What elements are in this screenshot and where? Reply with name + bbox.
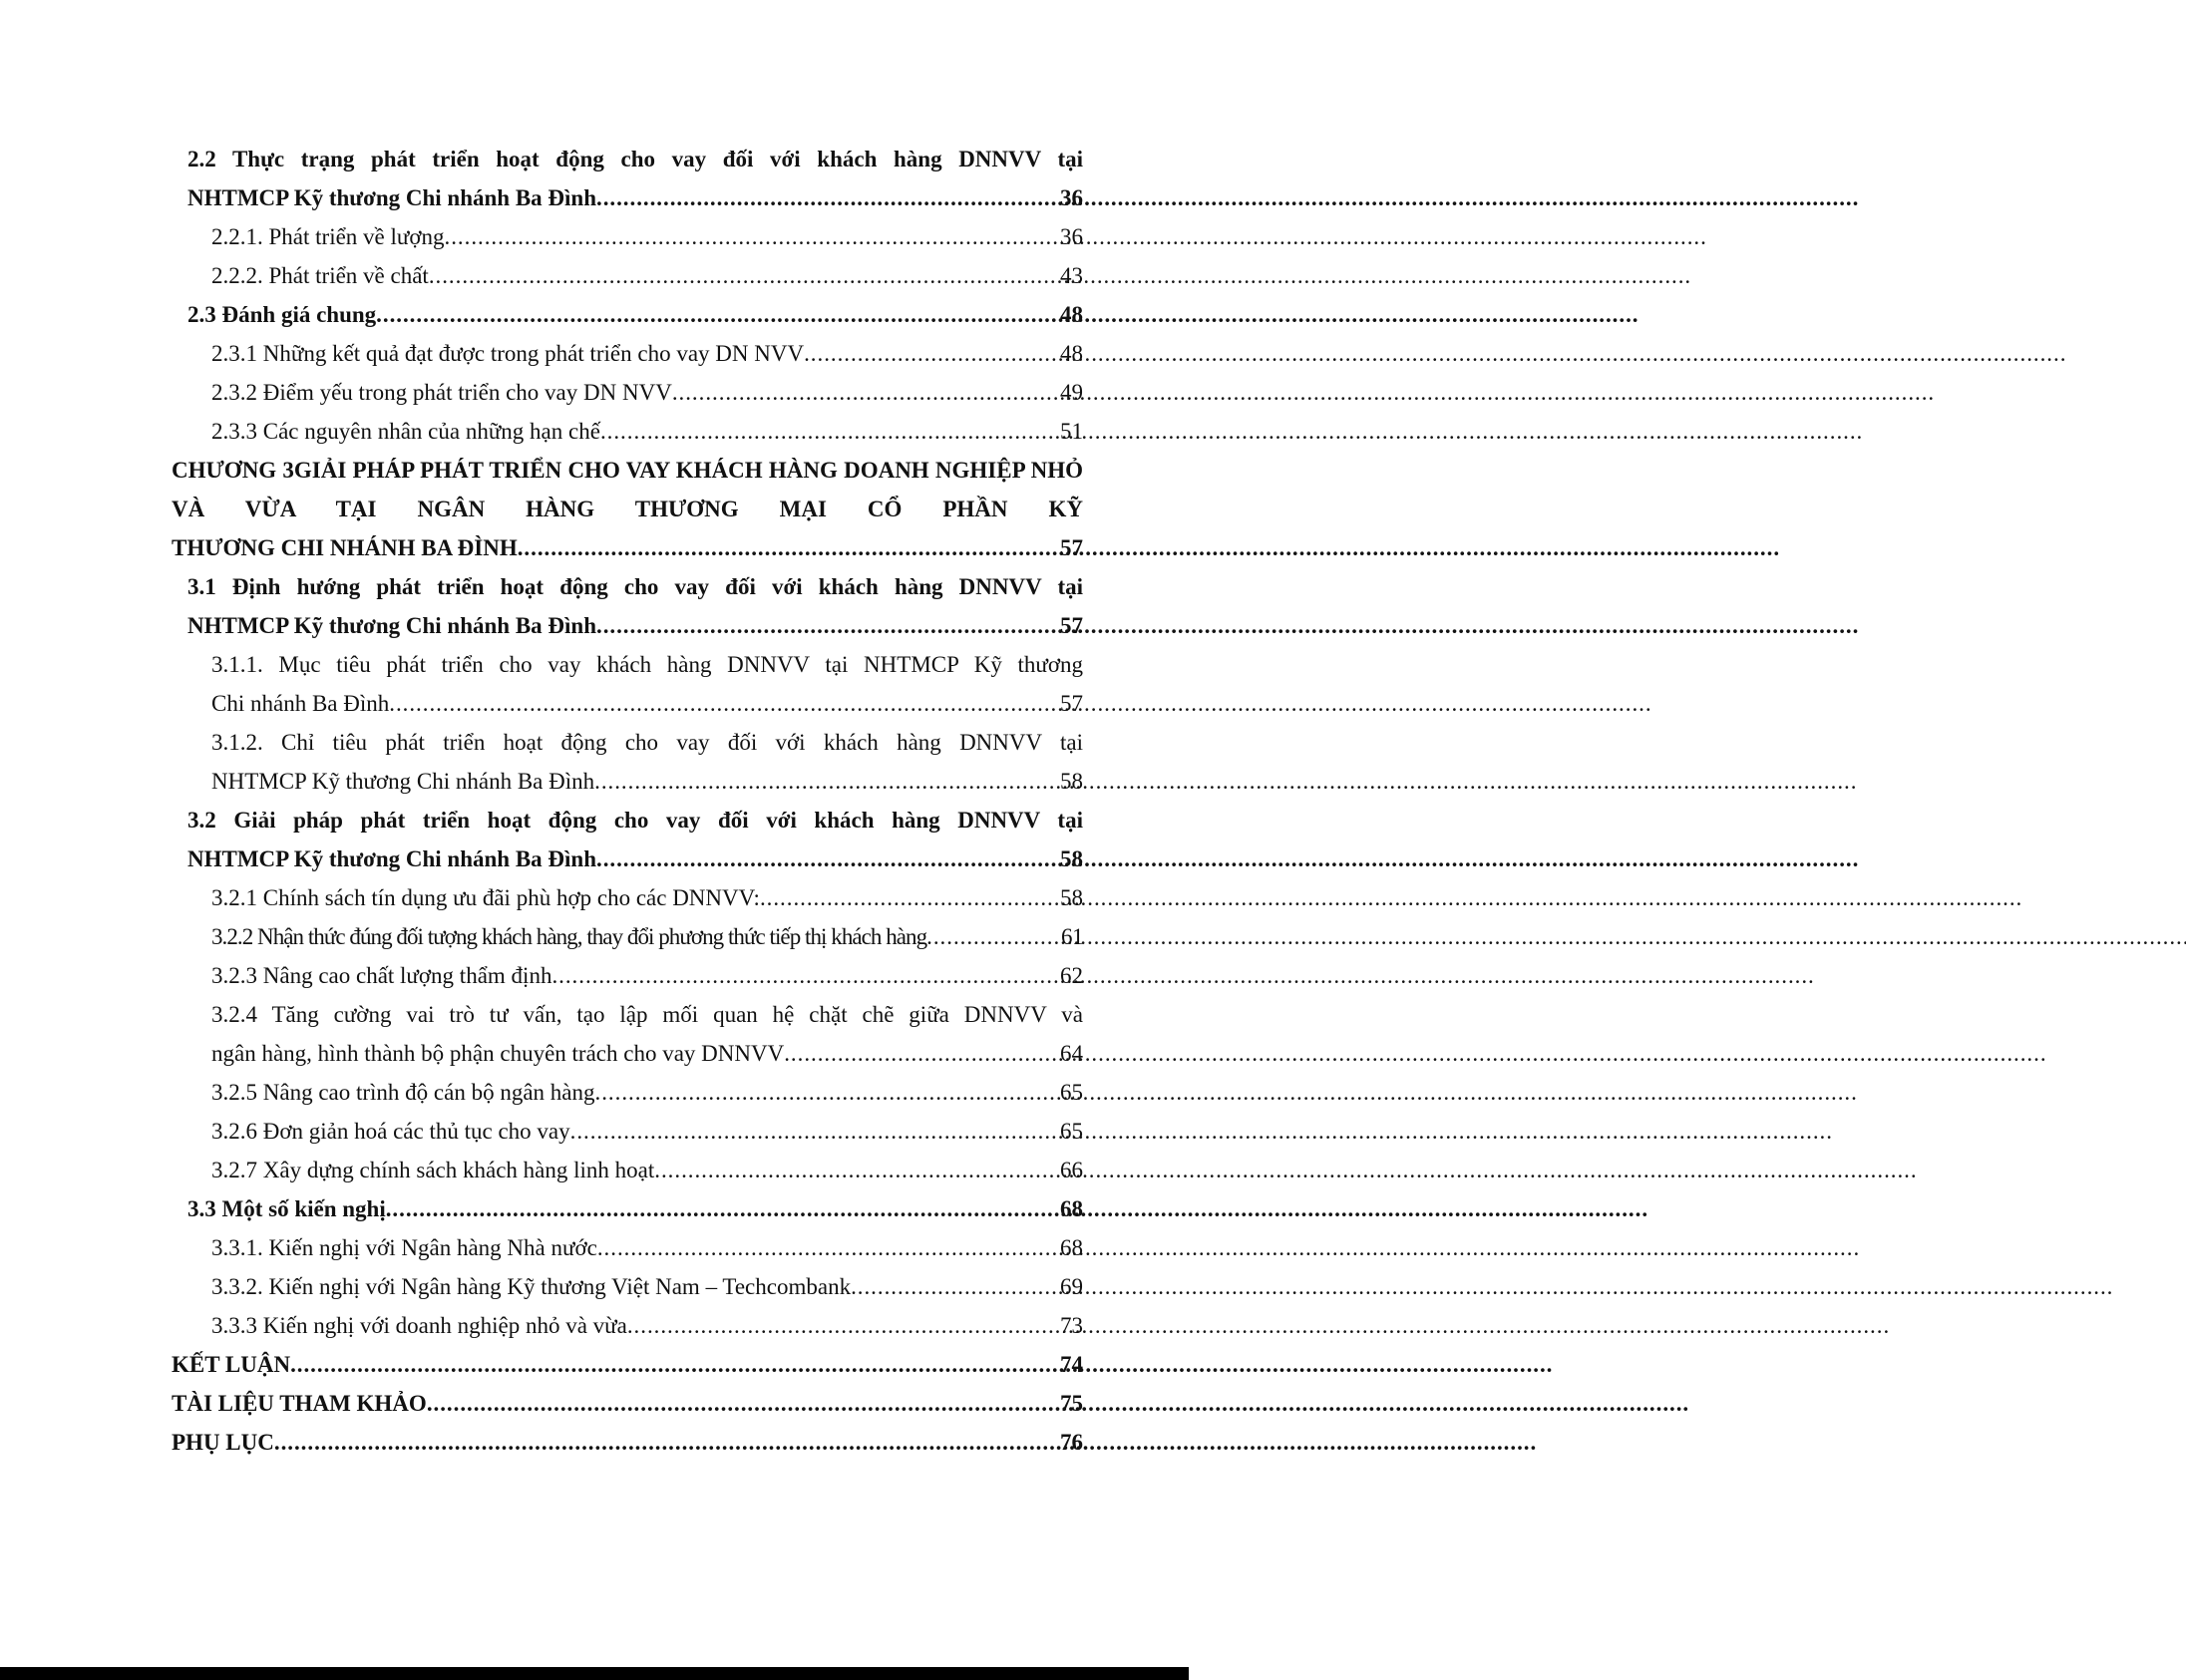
toc-entry-line xyxy=(172,1384,1083,1423)
toc-page-number: 75 xyxy=(1060,1391,1083,1416)
toc-entry-title: 2.3.3 Các nguyên nhân của những hạn chế xyxy=(211,419,600,444)
toc-entry xyxy=(211,334,1083,373)
page-bottom-border xyxy=(0,1667,1189,1680)
toc-entry xyxy=(172,1345,1083,1384)
toc-entry-line xyxy=(211,1151,1083,1189)
toc-entry-title-line: 2.2 Thực trạng phát triển hoạt động cho vay đối với khách hàng DNNVV tại xyxy=(187,147,1083,171)
toc-entry xyxy=(211,412,1083,451)
toc-entry-line xyxy=(211,878,1083,917)
toc-entry-line xyxy=(211,373,1083,412)
toc-entry xyxy=(211,1073,1083,1112)
toc-entry-title: 2.3.2 Điểm yếu trong phát triển cho vay DN NVV xyxy=(211,380,672,405)
toc-entry-line xyxy=(211,762,1083,801)
toc-entry-title-line: CHƯƠNG 3GIẢI PHÁP PHÁT TRIỂN CHO VAY KHÁCH HÀNG DOANH NGHIỆP NHỎ VÀ VỪA TẠI NGÂN HÀNG THƯƠNG MẠI CỔ PHẦN KỸ xyxy=(172,458,1083,521)
toc-entry-title-line: 3.2.4 Tăng cường vai trò tư vấn, tạo lập mối quan hệ chặt chẽ giữa DNNVV và xyxy=(211,1002,1083,1027)
toc-entry-title: TÀI LIỆU THAM KHẢO xyxy=(172,1391,427,1416)
toc-entry xyxy=(211,645,1083,723)
toc-entry-title: 2.3 Đánh giá chung xyxy=(187,302,377,327)
toc-entry-title: 2.2.2. Phát triển về chất xyxy=(211,263,429,288)
toc-page-number: 36 xyxy=(1060,185,1083,210)
toc-entry-title: 3.3.1. Kiến nghị với Ngân hàng Nhà nước xyxy=(211,1235,597,1260)
toc-page-number: 58 xyxy=(1060,846,1083,871)
toc-entry-title: 3.2.6 Đơn giản hoá các thủ tục cho vay xyxy=(211,1119,570,1144)
dot-leader xyxy=(627,1306,1059,1345)
toc-page-number: 57 xyxy=(1060,535,1083,560)
toc-entry-title: THƯƠNG CHI NHÁNH BA ĐÌNH xyxy=(172,535,518,560)
toc-page-number: 69 xyxy=(1060,1274,1083,1299)
toc-entry-title-line: 3.1.2. Chỉ tiêu phát triển hoạt động cho vay đối với khách hàng DNNVV tại xyxy=(211,730,1083,755)
toc-entry-line xyxy=(211,684,1083,723)
toc-entry xyxy=(187,567,1083,645)
toc-page-number: 62 xyxy=(1060,963,1083,988)
toc-entry-line xyxy=(211,917,1083,956)
toc-entry-line xyxy=(187,178,1083,217)
toc-entry-title: 3.3 Một số kiến nghị xyxy=(187,1196,386,1221)
toc-page-number: 58 xyxy=(1060,769,1083,794)
table-of-contents xyxy=(172,140,1083,1462)
toc-page-number: 64 xyxy=(1060,1041,1083,1066)
dot-leader xyxy=(518,528,1059,567)
toc-entry-line xyxy=(211,1112,1083,1151)
toc-entry-line xyxy=(211,1228,1083,1267)
dot-leader xyxy=(926,917,1060,956)
toc-page-number: 61 xyxy=(1061,924,1083,949)
toc-entry xyxy=(211,878,1083,917)
toc-entry-line xyxy=(211,1034,1083,1073)
toc-page-number: 76 xyxy=(1060,1430,1083,1455)
toc-entry xyxy=(187,295,1083,334)
toc-page-number: 65 xyxy=(1060,1119,1083,1144)
toc-entry-title: NHTMCP Kỹ thương Chi nhánh Ba Đình xyxy=(211,769,595,794)
dot-leader xyxy=(427,1384,1059,1423)
toc-page-number: 43 xyxy=(1060,263,1083,288)
toc-entry-line xyxy=(172,1345,1083,1384)
toc-entry-title: 3.3.3 Kiến nghị với doanh nghiệp nhỏ và vừa xyxy=(211,1313,627,1338)
toc-entry-title-line: 3.2 Giải pháp phát triển hoạt động cho vay đối với khách hàng DNNVV tại xyxy=(187,808,1083,833)
toc-page-number: 68 xyxy=(1060,1196,1083,1221)
dot-leader xyxy=(595,1073,1059,1112)
toc-page-number: 68 xyxy=(1060,1235,1083,1260)
toc-entry-line xyxy=(211,956,1083,995)
toc-entry-line xyxy=(187,1189,1083,1228)
toc-page-number: 57 xyxy=(1060,613,1083,638)
toc-entry-title: Chi nhánh Ba Đình xyxy=(211,691,390,716)
toc-entry xyxy=(211,1228,1083,1267)
toc-entry-title: NHTMCP Kỹ thương Chi nhánh Ba Đình xyxy=(187,846,596,871)
toc-entry xyxy=(211,1151,1083,1189)
toc-entry xyxy=(211,373,1083,412)
toc-page-number: 36 xyxy=(1060,224,1083,249)
toc-entry-title-line: 3.1.1. Mục tiêu phát triển cho vay khách hàng DNNVV tại NHTMCP Kỹ thương xyxy=(211,652,1083,677)
dot-leader xyxy=(389,684,1059,723)
toc-entry-line xyxy=(172,1423,1083,1462)
toc-entry xyxy=(211,917,1083,956)
dot-leader xyxy=(570,1112,1059,1151)
toc-page-number: 58 xyxy=(1060,885,1083,910)
dot-leader xyxy=(804,334,1059,373)
toc-entry-title: PHỤ LỤC xyxy=(172,1430,274,1455)
toc-page-number: 66 xyxy=(1060,1158,1083,1182)
toc-page-number: 65 xyxy=(1060,1080,1083,1105)
toc-entry xyxy=(211,723,1083,801)
dot-leader xyxy=(290,1345,1059,1384)
toc-page-number: 51 xyxy=(1060,419,1083,444)
dot-leader xyxy=(596,606,1059,645)
toc-entry-line xyxy=(187,840,1083,878)
dot-leader xyxy=(784,1034,1059,1073)
toc-entry xyxy=(187,1189,1083,1228)
dot-leader xyxy=(760,878,1059,917)
dot-leader xyxy=(596,840,1059,878)
toc-entry xyxy=(187,801,1083,878)
toc-entry-title: 3.2.7 Xây dựng chính sách khách hàng linh hoạt xyxy=(211,1158,655,1182)
toc-entry-line xyxy=(172,528,1083,567)
dot-leader xyxy=(386,1189,1059,1228)
toc-entry-title: ngân hàng, hình thành bộ phận chuyên trách cho vay DNNVV xyxy=(211,1041,785,1066)
toc-entry-line xyxy=(187,606,1083,645)
toc-entry-line xyxy=(211,1306,1083,1345)
toc-entry xyxy=(211,1112,1083,1151)
toc-entry-line xyxy=(211,1073,1083,1112)
toc-entry xyxy=(211,1306,1083,1345)
toc-page-number: 48 xyxy=(1060,341,1083,366)
toc-entry-line xyxy=(211,334,1083,373)
toc-entry-title: 3.2.1 Chính sách tín dụng ưu đãi phù hợp cho các DNNVV: xyxy=(211,885,760,910)
toc-entry-line xyxy=(187,295,1083,334)
toc-entry-title: KẾT LUẬN xyxy=(172,1352,291,1377)
dot-leader xyxy=(851,1267,1059,1306)
toc-entry-title: 3.2.3 Nâng cao chất lượng thẩm định xyxy=(211,963,552,988)
dot-leader xyxy=(594,762,1059,801)
toc-entry-title: NHTMCP Kỹ thương Chi nhánh Ba Đình xyxy=(187,613,596,638)
toc-entry-line xyxy=(211,256,1083,295)
toc-page-number: 48 xyxy=(1060,302,1083,327)
toc-entry-title: 2.2.1. Phát triển về lượng xyxy=(211,224,445,249)
toc-entry xyxy=(211,956,1083,995)
toc-entry xyxy=(211,1267,1083,1306)
toc-entry-line xyxy=(211,412,1083,451)
toc-page-number: 74 xyxy=(1060,1352,1083,1377)
toc-entry xyxy=(187,140,1083,217)
dot-leader xyxy=(445,217,1059,256)
toc-entry-title: 3.2.5 Nâng cao trình độ cán bộ ngân hàng xyxy=(211,1080,595,1105)
toc-page-number: 73 xyxy=(1060,1313,1083,1338)
toc-entry-title: 3.3.2. Kiến nghị với Ngân hàng Kỹ thương Việt Nam – Techcombank xyxy=(211,1274,852,1299)
toc-entry xyxy=(211,256,1083,295)
toc-entry xyxy=(172,1423,1083,1462)
toc-page-number: 57 xyxy=(1060,691,1083,716)
toc-entry xyxy=(172,451,1083,567)
dot-leader xyxy=(596,178,1059,217)
dot-leader xyxy=(551,956,1059,995)
toc-entry-title-line: 3.1 Định hướng phát triển hoạt động cho vay đối với khách hàng DNNVV tại xyxy=(187,574,1083,599)
toc-entry xyxy=(172,1384,1083,1423)
toc-entry-line xyxy=(211,1267,1083,1306)
toc-entry-line xyxy=(211,217,1083,256)
toc-entry-title: NHTMCP Kỹ thương Chi nhánh Ba Đình xyxy=(187,185,596,210)
dot-leader xyxy=(597,1228,1059,1267)
dot-leader xyxy=(600,412,1059,451)
dot-leader xyxy=(429,256,1059,295)
dot-leader xyxy=(274,1423,1059,1462)
toc-entry xyxy=(211,995,1083,1073)
dot-leader xyxy=(376,295,1059,334)
dot-leader xyxy=(672,373,1059,412)
dot-leader xyxy=(654,1151,1059,1189)
toc-entry-title: 3.2.2 Nhận thức đúng đối tượng khách hàng, thay đổi phương thức tiếp thị khách hàng xyxy=(211,924,927,949)
toc-entry xyxy=(211,217,1083,256)
toc-entry-title: 2.3.1 Những kết quả đạt được trong phát triển cho vay DN NVV xyxy=(211,341,805,366)
toc-page-number: 49 xyxy=(1060,380,1083,405)
